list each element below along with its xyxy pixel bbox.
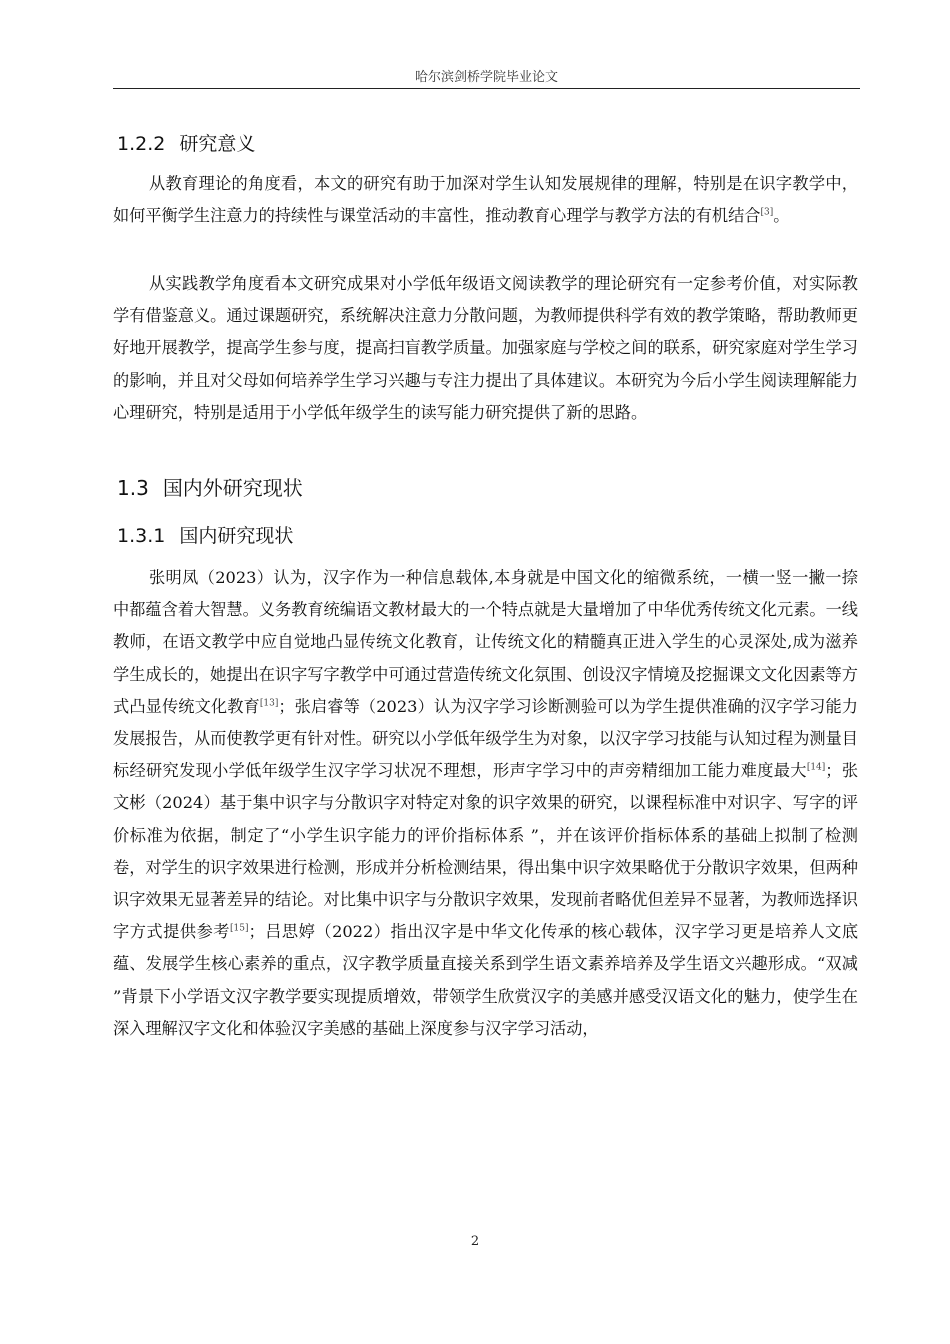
paragraph-text: ；张文彬（2024）基于集中识字与分散识字对特定对象的识字效果的研究，以课程标准中对识字、写字的评价标准为依据，制定了“小学生识字能力的评价指标体系 ”，并在该评价指标体系的基础上拟制了检测卷，对学生的识字效果进行检测，形成并分析检测结果，得出集中识字效果略优于分散识字效果，但两种识字效果无显著差异的结论。对比集中识字与分散识字效果，发现前者略优但差异不显著，为教师选择识字方式提供参考 (113, 761, 859, 942)
paragraph-text: 从实践教学角度看本文研究成果对小学低年级语文阅读教学的理论研究有一定参考价值，对实际教学有借鉴意义。通过课题研究，系统解决注意力分散问题，为教师提供科学有效的教学策略，帮助教师更好地开展教学，提高学生参与度，提高扫盲教学质量。加强家庭与学校之间的联系，研究家庭对学生学习的影响，并且对父母如何培养学生学习兴趣与专注力提出了具体建议。本研究为今后小学生阅读理解能力心理研究，特别是适用于小学低年级学生的读写能力研究提供了新的思路。 (113, 274, 858, 422)
citation-ref: [14] (806, 762, 826, 773)
running-header: 哈尔滨剑桥学院毕业论文 (414, 70, 558, 85)
paragraph-text: 从教育理论的角度看，本文的研究有助于加深对学生认知发展规律的理解，特别是在识字教学中，如何平衡学生注意力的持续性与课堂活动的丰富性，推动教育心理学与教学方法的有机结合 (113, 174, 858, 226)
citation-ref: [15] (230, 923, 249, 934)
paragraph-text: ；张启睿等（2023）认为汉字学习诊断测验可以为学生提供准确的汉字学习能力发展报告，从而使教学更有针对性。研究以小学低年级学生为对象，以汉字学习技能与认知过程为测量目标经研究发现小学低年级学生汉字学习状况不理想，形声字学习中的声旁精细加工能力难度最大 (113, 696, 858, 781)
paragraph-theory (113, 168, 858, 232)
paragraph-tail: 。 (773, 206, 790, 226)
section-title: 国内外研究现状 (162, 476, 303, 500)
section-heading-1-3-1 (117, 521, 293, 548)
paragraph-domestic-research (113, 562, 858, 1045)
section-heading-1-2-2 (117, 129, 255, 156)
paragraph-text: 张明凤（2023）认为，汉字作为一种信息载体,本身就是中国文化的缩微系统，一横一竖一撇一捺中都蕴含着大智慧。义务教育统编语文教材最大的一个特点就是大量增加了中华优秀传统文化元素。一线教师，在语文教学中应自觉地凸显传统文化教育，让传统文化的精髓真正进入学生的心灵深处,成为滋养学生成长的，她提出在识字写字教学中可通过营造传统文化氛围、创设汉字情境及挖掘课文文化因素等方式凸显传统文化教育 (113, 568, 858, 716)
page-number: 2 (470, 1234, 480, 1249)
citation-ref: [13] (259, 698, 279, 709)
section-title: 研究意义 (179, 133, 256, 155)
citation-ref: [3] (760, 207, 774, 218)
section-heading-1-3 (117, 472, 303, 501)
section-number: 1.3.1 (117, 525, 166, 547)
paragraph-practice (113, 268, 858, 429)
section-number: 1.3 (117, 476, 149, 500)
section-title: 国内研究现状 (179, 525, 294, 547)
header-divider (113, 88, 860, 89)
paragraph-text: ；吕思婷（2022）指出汉字是中华文化传承的核心载体，汉字学习更是培养人文底蕴、发展学生核心素养的重点，汉字教学质量直接关系到学生语文素养培养及学生语文兴趣形成。“双减 ”背景下小学语文汉字教学要实现提质增效，带领学生欣赏汉字的美感并感受汉语文化的魅力，使学生在深入理解汉字文化和体验汉字美感的基础上深度参与汉字学习活动， (113, 922, 859, 1038)
section-number: 1.2.2 (117, 133, 166, 155)
